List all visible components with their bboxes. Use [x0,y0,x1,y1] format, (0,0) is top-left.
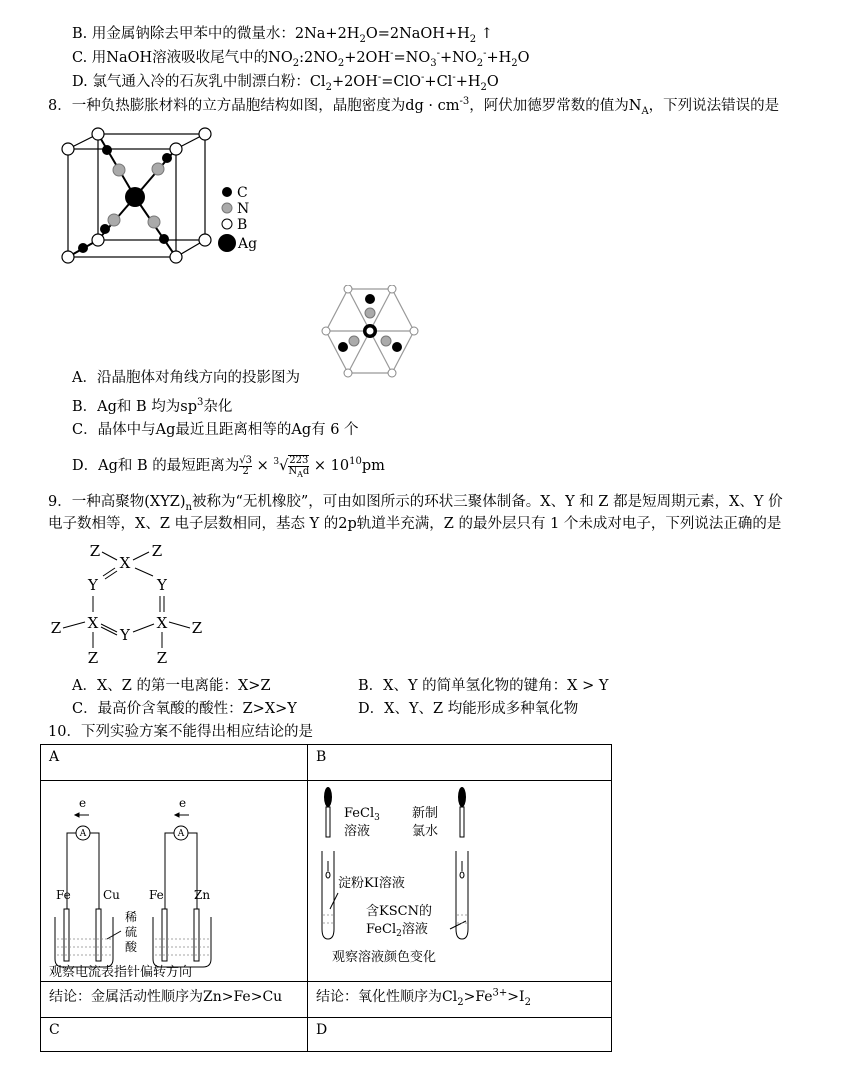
svg-text:Z: Z [87,649,99,667]
svg-text:稀: 稀 [125,910,138,924]
svg-text:C: C [237,185,248,201]
q8-option-b: B．Ag和 B 均为$sp^3$杂化 [72,397,233,415]
svg-text:X: X [87,614,99,632]
svg-text:Y: Y [88,576,98,594]
q9-stem-line1: 9．一种高聚物$(XYZ)_n$被称为“无机橡胶”，可由如图所示的环状三聚体制备。X、Y 和 Z 都是短周期元素，X、Y 价 [48,494,783,513]
q9-stem-line2: 电子数相等，X、Z 电子层数相同，基态 Y 的2p轨道半充满，Z 的最外层只有 1 个未成对电子，下列说法正确的是 [48,516,782,532]
svg-text:氯水: 氯水 [412,824,439,839]
header-b: B [308,745,612,781]
q7-option-d: D. 氯气通入冷的石灰乳中制漂白粉：$Cl_2+2OH^-=ClO^-+Cl^-+H_2O$ [72,72,499,93]
svg-text:Z: Z [151,542,163,560]
svg-text:含KSCN的: 含KSCN的 [366,904,432,919]
header-c: C [41,1018,308,1052]
svg-text:A: A [79,829,87,839]
svg-text:酸: 酸 [125,940,138,954]
svg-text:A: A [177,829,185,839]
projection-diagram [320,285,420,380]
q9-option-b: B．X、Y 的简单氢化物的键角：X > Y [358,678,609,694]
svg-text:观察溶液颜色变化: 观察溶液颜色变化 [332,950,437,965]
conclusion-b: 结论：氧化性顺序为$Cl_2>Fe^{3+}>I_2$ [308,982,612,1018]
svg-text:Cu: Cu [103,888,120,902]
oxidation-test-diagram [308,781,608,977]
q10-stem: 10．下列实验方案不能得出相应结论的是 [48,724,313,740]
experiment-table [40,744,612,1052]
cell-a-diagram [41,781,308,982]
svg-text:Y: Y [120,626,130,644]
svg-text:e: e [79,796,87,810]
q8-stem: 8．一种负热膨胀材料的立方晶胞结构如图，晶胞密度为dg · $cm^{-3}$，阿伏加德罗常数的值为$N_A$，下列说法错误的是 [48,96,780,117]
svg-text:B: B [237,217,248,233]
q9-option-d: D．X、Y、Z 均能形成多种氧化物 [358,701,579,717]
svg-text:FeCl2溶液: FeCl$_2$溶液 [366,922,428,939]
crystal-cell-diagram [55,122,270,272]
q8-option-c: C．晶体中与Ag最近且距离相等的Ag有 6 个 [72,422,359,438]
q7-option-c: C. 用NaOH溶液吸收尾气中的$NO_2:2NO_2+2OH^-=NO_3^-+NO_2^-+H_2O$ [72,48,530,69]
svg-text:Z: Z [156,649,168,667]
svg-text:FeCl3: FeCl$_3$ [344,806,380,823]
svg-text:新制: 新制 [412,806,439,821]
svg-text:X: X [156,614,168,632]
q8-option-d: D．Ag和 B 的最短距离为 $\frac{√3}{2}$ × $^3$√ $\frac{223}{N_Ad}$ × $10^{10}pm$ [72,454,385,479]
svg-text:观察电流表指针偏转方向: 观察电流表指针偏转方向 [49,965,193,977]
galvanic-cells-diagram [41,781,301,977]
svg-text:Y: Y [157,576,167,594]
svg-text:淀粉KI溶液: 淀粉KI溶液 [338,876,405,891]
svg-text:Zn: Zn [194,888,211,902]
q8-option-a: A．沿晶胞体对角线方向的投影图为 [72,370,300,386]
conclusion-a: 结论：金属活动性顺序为Zn>Fe>Cu [41,982,308,1018]
ring-trimer-structure [45,538,220,668]
svg-text:Fe: Fe [56,888,71,902]
svg-text:Ag: Ag [238,236,258,252]
svg-text:溶液: 溶液 [344,824,371,839]
svg-text:N: N [237,201,250,217]
svg-text:X: X [119,554,131,572]
svg-text:e: e [179,796,187,810]
cell-b-diagram [308,781,612,982]
svg-text:Fe: Fe [149,888,164,902]
q9-option-a: A．X、Z 的第一电离能：X>Z [72,678,271,694]
q9-option-c: C．最高价含氧酸的酸性：Z>X>Y [72,701,297,717]
svg-text:Z: Z [89,542,101,560]
q7-option-b: B. 用金属钠除去甲苯中的微量水：$2Na+2H_2O=2NaOH+H_2$ ↑ [72,26,493,45]
svg-text:Z: Z [191,619,203,637]
header-a: A [41,745,308,781]
svg-text:硫: 硫 [125,925,138,939]
header-d: D [308,1018,612,1052]
svg-text:Z: Z [50,619,62,637]
